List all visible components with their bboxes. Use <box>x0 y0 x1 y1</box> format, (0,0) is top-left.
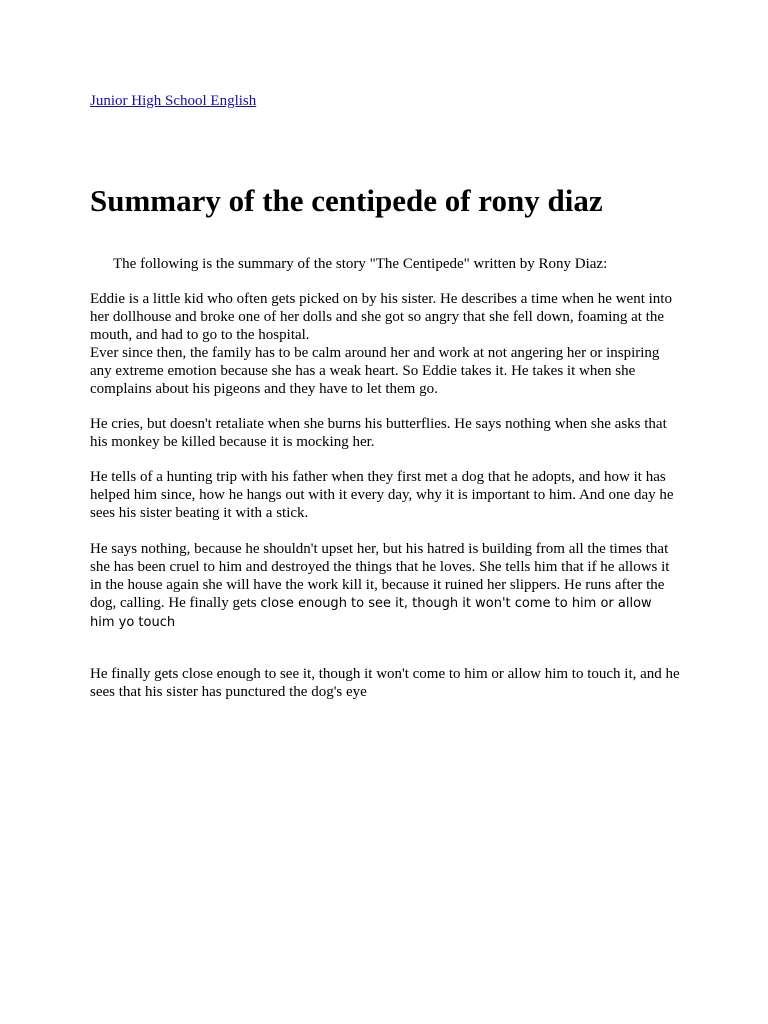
paragraph-1-line-a: Eddie is a little kid who often gets picked on by his sister. He describes a time when he went into her dollhouse and broke one of her dolls and she got so angry that she fell down, foaming at the mouth, and had to go to the hospital. <box>90 291 672 343</box>
intro-paragraph: The following is the summary of the story "The Centipede" written by Rony Diaz: <box>113 256 608 272</box>
paragraph-4 <box>90 540 680 632</box>
paragraph-4-main: He says nothing, because he shouldn't upset her, but his hatred is building from all the times that she has been cruel to him and destroyed the things that he loves. She tells him that if he allows it in the house again she will have the work kill it, because it ruined her slippers. He runs after the dog, calling. He finally gets <box>90 541 670 611</box>
paragraph-4-alt-font: close enough to see it, though it won't come to him or allow him yo touch <box>90 596 652 630</box>
paragraph-1 <box>90 290 680 398</box>
paragraph-2: He cries, but doesn't retaliate when she burns his butterflies. He says nothing when she asks that his monkey be killed because it is mocking her. <box>90 416 667 450</box>
page-title: Summary of the centipede of rony diaz <box>90 183 603 218</box>
paragraph-1-line-b: Ever since then, the family has to be calm around her and work at not angering her or inspiring any extreme emotion because she has a weak heart. So Eddie takes it. He takes it when she complains about his pigeons and they have to let them go. <box>90 345 660 397</box>
paragraph-5: He finally gets close enough to see it, though it won't come to him or allow him to touch it, and he sees that his sister has punctured the dog's eye <box>90 666 680 700</box>
paragraph-3: He tells of a hunting trip with his father when they first met a dog that he adopts, and how it has helped him since, how he hangs out with it every day, why it is important to him. And one day he sees his sister beating it with a stick. <box>90 469 674 521</box>
junior-high-school-english-link[interactable]: Junior High School English <box>90 93 257 109</box>
